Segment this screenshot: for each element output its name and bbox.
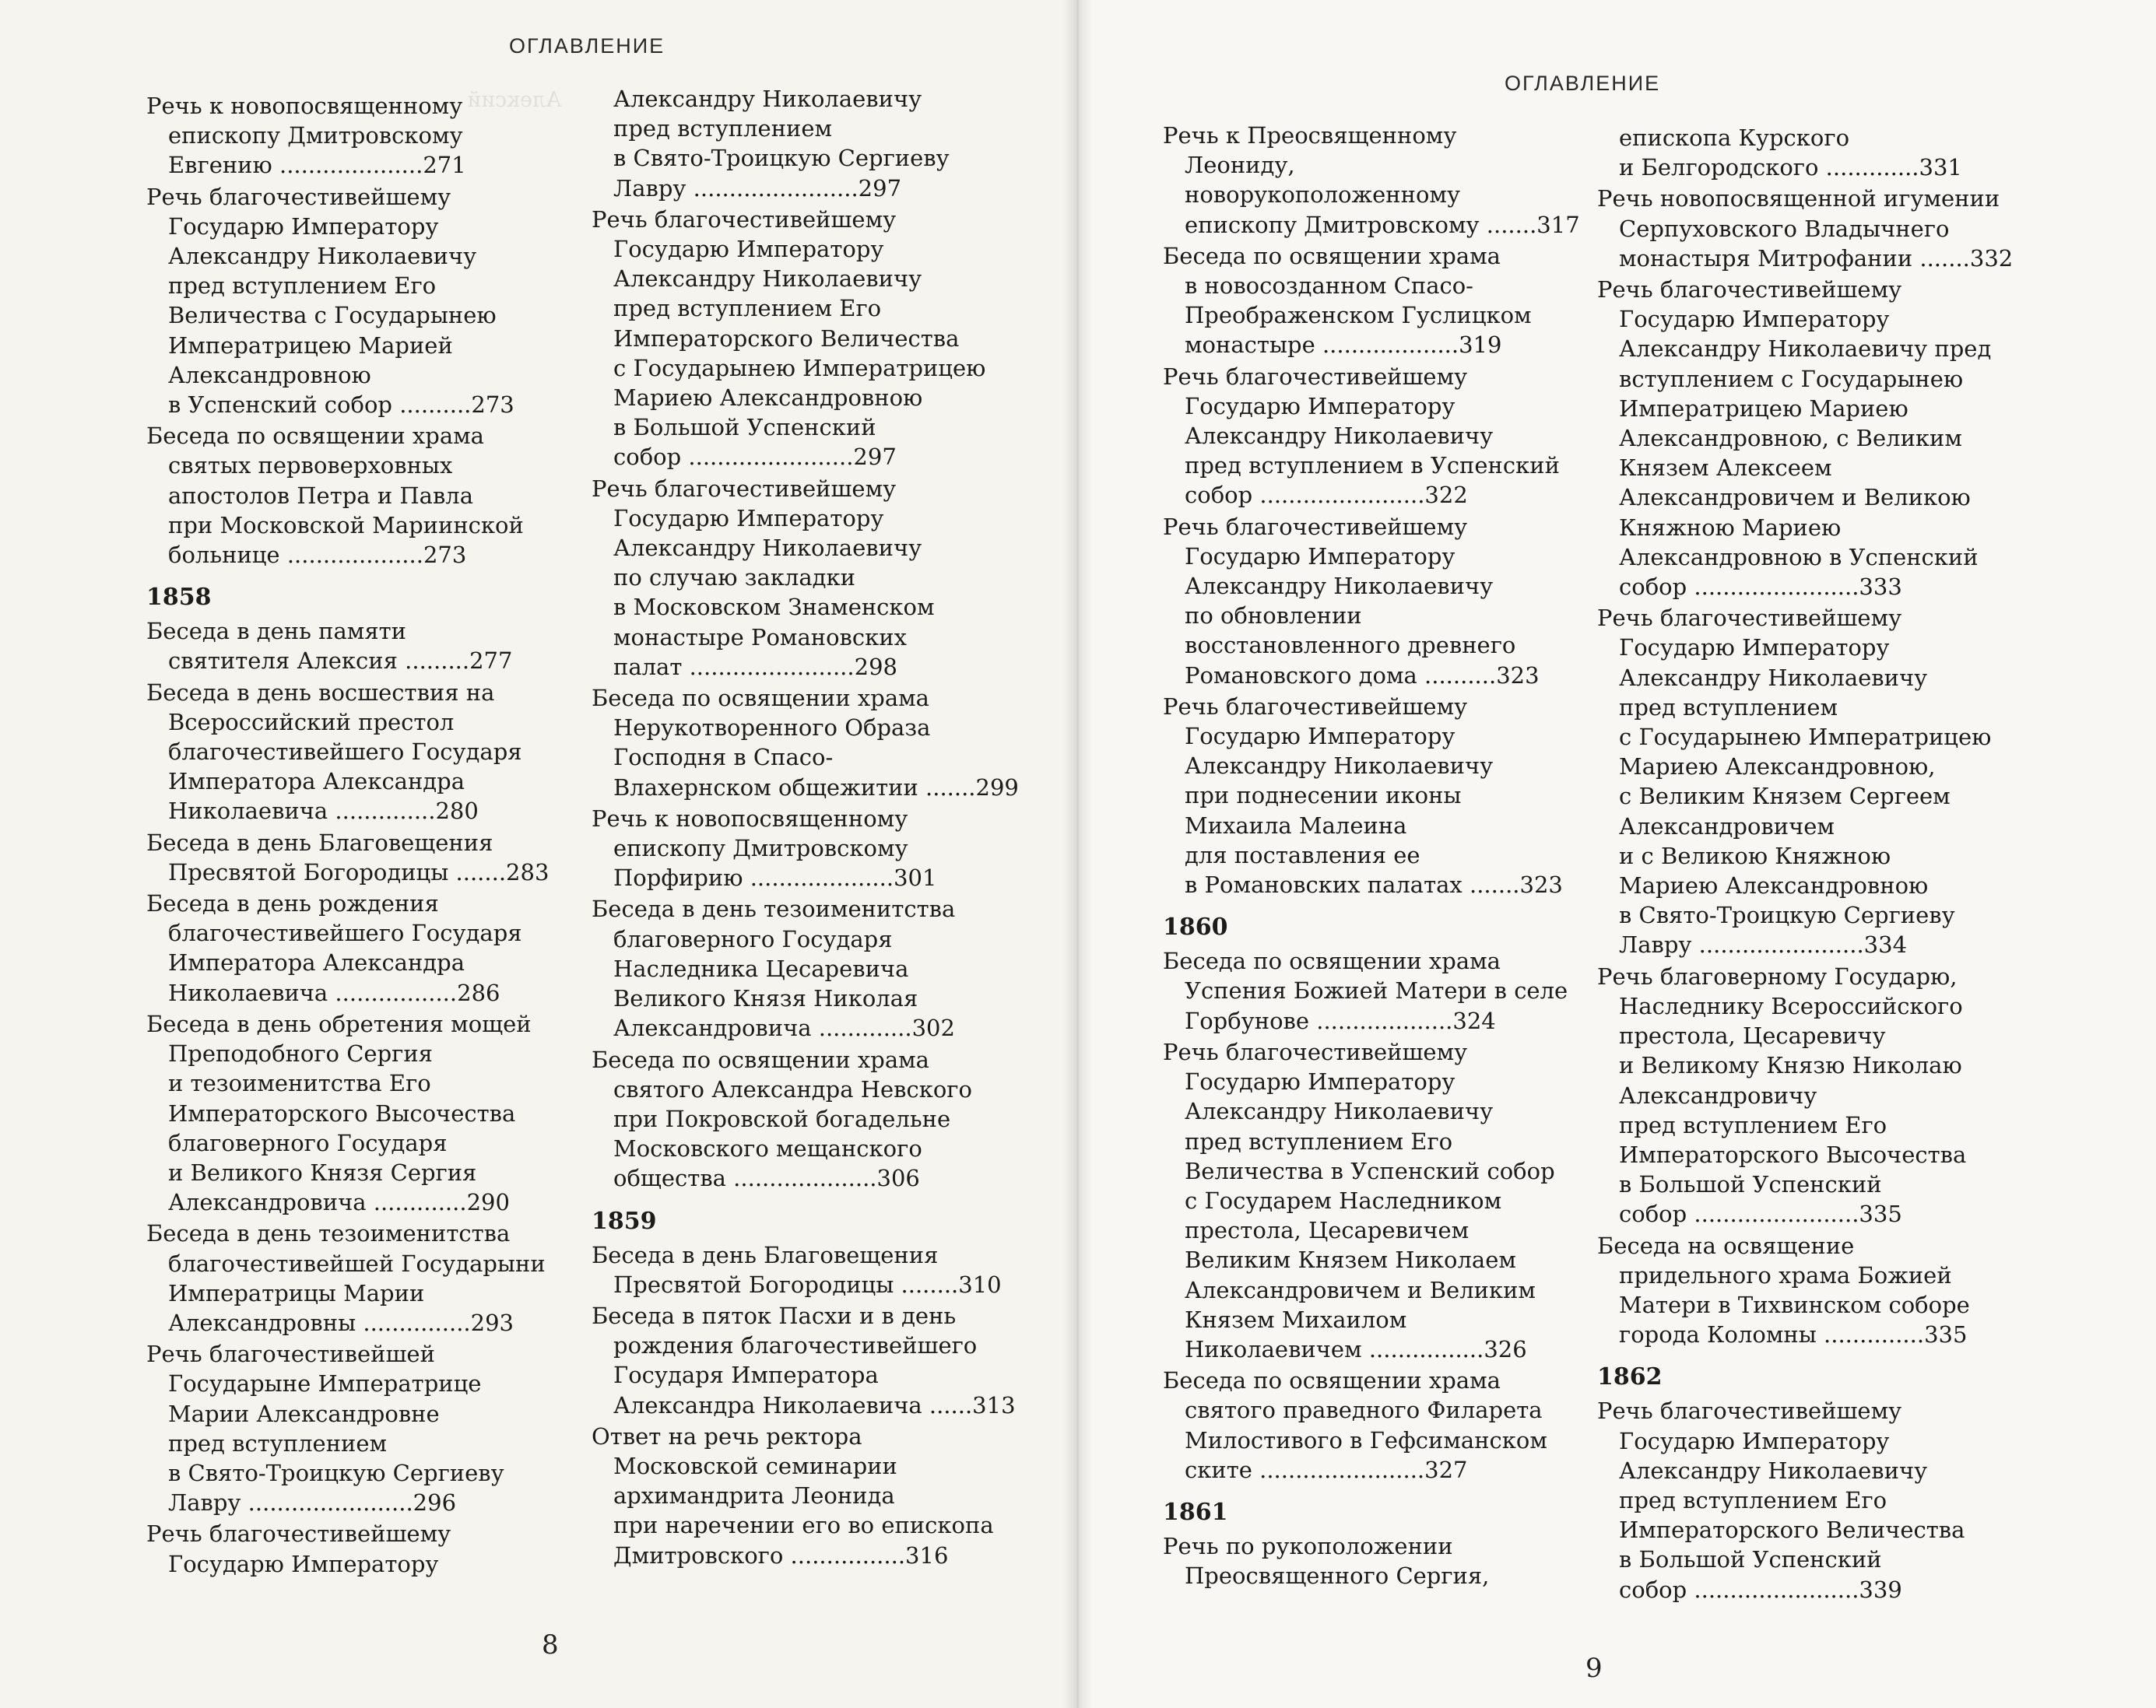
toc-entry-line: Николаевичем ................326 <box>1185 1335 1527 1363</box>
toc-entry-line: Беседа в день рождения <box>146 890 439 917</box>
toc-entry-line: в Успенский собор ..........273 <box>168 391 514 419</box>
toc-entry-line: Всероссийский престол <box>168 708 455 735</box>
toc-entry-line: Александровною <box>168 361 371 388</box>
toc-entry-line: вступлением с Государынею <box>1619 365 1964 392</box>
toc-entry-line: и тезоименитства Его <box>168 1070 431 1097</box>
toc-entry-line: в Большой Успенский <box>1619 1546 1882 1573</box>
toc-entry-line: Матери в Тихвинском соборе <box>1619 1291 1970 1318</box>
toc-entry-line: Беседа в пяток Пасхи и в день <box>592 1302 957 1329</box>
toc-entry-line: Александру Николаевичу <box>613 86 922 112</box>
toc-entry-line: епископу Дмитровскому .......317 <box>1185 211 1580 238</box>
toc-entry-line: с Государем Наследником <box>1185 1187 1502 1214</box>
toc-entry-line: и с Великою Княжною <box>1619 842 1891 869</box>
toc-entry-line: восстановленного древнего <box>1185 632 1516 659</box>
toc-entry-line: Речь благочестивейшему <box>146 1520 451 1548</box>
toc-entry-line: Речь к Преосвященному <box>1163 122 1457 149</box>
toc-entry-line: Речь благочестивейшему <box>1163 693 1468 720</box>
toc-entry-line: Леониду, <box>1185 152 1295 179</box>
toc-entry-line: Михаила Малеина <box>1185 812 1407 839</box>
toc-entry-line: святого Александра Невского <box>613 1075 972 1103</box>
toc-entry-line: Беседа в день тезоименитства <box>592 896 956 923</box>
toc-entry-line: Александровичем и Великим <box>1185 1276 1536 1303</box>
toc-entry-line: Александру Николаевичу <box>1619 1457 1928 1484</box>
right-page <box>1078 0 2156 1708</box>
toc-entry-line: Александру Николаевичу <box>168 243 477 270</box>
toc-entry-line: Императрицею Марией <box>168 331 453 359</box>
toc-entry-line: Государю Императору <box>1185 723 1455 750</box>
toc-entry-line: пред вступлением <box>168 1429 388 1457</box>
toc-entry-line: Императорского Величества <box>1619 1517 1965 1544</box>
toc-entry-line: Речь благочестивейшему <box>1163 1038 1468 1065</box>
toc-entry[interactable] <box>146 1219 582 1338</box>
toc-entry[interactable] <box>1163 362 1599 510</box>
toc-entry-line: Беседа в день восшествия на <box>146 679 495 706</box>
toc-entry-line: по обновлении <box>1185 602 1362 630</box>
toc-entry-line: пред вступлением в Успенский <box>1185 452 1560 479</box>
toc-entry-line: Императрицею Мариею <box>1619 395 1908 422</box>
toc-entry-line: Беседа на освящение <box>1597 1232 1855 1259</box>
toc-entry-line: Беседа в день обретения мощей <box>146 1010 532 1037</box>
toc-entry-line: Государю Императору <box>1619 306 1890 333</box>
toc-entry-line: святого праведного Филарета <box>1185 1397 1543 1424</box>
toc-entry-line: Ответ на речь ректора <box>592 1422 862 1450</box>
toc-entry-line: Императорского Высочества <box>1619 1141 1967 1168</box>
right-toc-column-1 <box>1163 121 1599 1592</box>
toc-entry-line: города Коломны ..............335 <box>1619 1321 1968 1349</box>
toc-entry[interactable] <box>592 683 1027 802</box>
toc-entry-line: Государю Императору <box>1619 1427 1890 1454</box>
left-running-head: ОГЛАВЛЕНИЕ <box>509 34 665 58</box>
toc-entry[interactable] <box>1163 692 1599 900</box>
toc-entry-line: Князем Алексеем <box>1619 454 1832 482</box>
toc-entry[interactable] <box>1163 241 1599 360</box>
toc-entry-line: Александровича .............302 <box>613 1015 955 1042</box>
toc-entry-line: Пресвятой Богородицы ........310 <box>613 1271 1002 1298</box>
toc-entry-line: собор .......................297 <box>613 444 897 471</box>
toc-entry-line: Николаевича ..............280 <box>168 798 479 825</box>
toc-entry-line: Беседа по освящении храма <box>146 423 484 450</box>
book-gutter <box>1063 0 1093 1708</box>
toc-year-heading: 1860 <box>1163 914 1228 942</box>
right-toc-column-2 <box>1597 123 2033 1606</box>
toc-entry-line: пред вступлением Его <box>1619 1486 1887 1513</box>
toc-entry-line: Александра Николаевича ......313 <box>613 1391 1016 1419</box>
toc-entry[interactable] <box>592 804 1027 893</box>
bleed-through-left: Алексий <box>467 88 562 112</box>
toc-entry-line: Мариею Александровною <box>613 384 923 412</box>
toc-entry-line: благочестивейшего Государя <box>168 920 522 947</box>
toc-entry-line: Александру Николаевичу <box>1185 1098 1494 1125</box>
toc-entry-line: Александру Николаевичу <box>1619 664 1928 691</box>
toc-year-heading: 1858 <box>146 584 212 612</box>
toc-entry-line: Александру Николаевичу пред <box>1619 335 1992 363</box>
toc-entry-line: Государю Императору <box>1185 542 1455 570</box>
toc-entry-line: Речь благочестивейшему <box>1163 363 1468 390</box>
toc-entry-line: Беседа по освящении храма <box>1163 242 1501 269</box>
toc-entry-line: в Свято-Троицкую Сергиеву <box>613 145 950 172</box>
toc-entry-line: архимандрита Леонида <box>613 1482 895 1510</box>
toc-entry-line: и Великого Князя Сергия <box>168 1159 477 1186</box>
toc-entry-line: Александровны ...............293 <box>168 1309 514 1336</box>
toc-entry-line: при Московской Мариинской <box>168 511 524 538</box>
toc-entry-line: Преподобного Сергия <box>168 1040 433 1068</box>
toc-entry-line: Речь к новопосвященному <box>592 805 908 832</box>
toc-entry[interactable] <box>146 1339 582 1517</box>
toc-entry-line: Марии Александровне <box>168 1400 440 1427</box>
toc-entry-line: Евгению ....................271 <box>168 152 466 179</box>
toc-year-heading: 1861 <box>1163 1498 1228 1526</box>
toc-entry-line: пред вступлением Его <box>1185 1128 1453 1155</box>
left-page-number: 8 <box>542 1629 559 1661</box>
toc-entry-line: Александровича .............290 <box>168 1189 510 1216</box>
toc-entry-line: Пресвятой Богородицы .......283 <box>168 858 550 886</box>
toc-entry-line: Императорского Величества <box>613 324 960 352</box>
toc-entry-line: Императора Александра <box>168 768 465 795</box>
toc-entry[interactable] <box>146 1519 582 1578</box>
toc-entry-line: епископу Дмитровскому <box>613 835 908 862</box>
toc-entry[interactable] <box>1163 1366 1599 1485</box>
left-toc-column-1 <box>146 91 582 1580</box>
toc-entry-line: Александровичу <box>1619 1082 1817 1109</box>
toc-entry-line: Речь благочестивейшему <box>146 183 451 210</box>
toc-entry-line: Речь к новопосвященному <box>146 93 463 119</box>
toc-entry[interactable] <box>146 421 582 570</box>
toc-entry-line: Государю Императору <box>168 212 439 240</box>
toc-entry-line: святителя Алексия .........277 <box>168 647 513 675</box>
toc-entry-line: собор .......................339 <box>1619 1576 1902 1603</box>
toc-entry-line: Александровичем <box>1619 812 1835 840</box>
toc-entry-line: Лавру .......................296 <box>168 1489 457 1517</box>
toc-entry-line: Александру Николаевичу <box>1185 752 1494 780</box>
toc-entry-line: Речь благочестивейшему <box>592 475 897 502</box>
toc-entry-line: Александровичем и Великою <box>1619 484 1971 511</box>
toc-entry-line: Государыне Императрице <box>168 1370 482 1398</box>
toc-entry-line: Александру Николаевичу <box>1185 423 1494 450</box>
toc-entry[interactable] <box>1597 1231 2033 1350</box>
toc-entry-line: Императора Александра <box>168 949 465 977</box>
toc-entry[interactable] <box>1163 1037 1599 1364</box>
toc-entry-line: Николаевича .................286 <box>168 979 500 1006</box>
toc-entry[interactable] <box>146 889 582 1008</box>
toc-entry[interactable] <box>592 1045 1027 1194</box>
toc-entry-line: пред вступлением <box>1619 693 1838 721</box>
toc-entry-line: монастыре ...................319 <box>1185 331 1502 359</box>
toc-entry-line: Речь благочестивейшему <box>1597 605 1902 632</box>
toc-entry-line: благоверного Государя <box>168 1129 448 1156</box>
toc-entry-line: Беседа в день Благовещения <box>146 829 493 856</box>
toc-entry-line: Величества в Успенский собор <box>1185 1157 1555 1184</box>
toc-entry-line: при поднесении иконы <box>1185 782 1462 809</box>
toc-entry-line: Речь благочестивейшему <box>592 205 897 233</box>
toc-entry-line: при Покровской богадельне <box>613 1105 951 1132</box>
toc-entry-line: апостолов Петра и Павла <box>168 482 473 509</box>
toc-entry-line: Государю Императору <box>168 1550 439 1577</box>
toc-entry-line: монастыря Митрофании .......332 <box>1619 244 2014 272</box>
toc-entry-line: Московского мещанского <box>613 1135 922 1163</box>
left-toc-column-2 <box>592 84 1027 1572</box>
toc-entry-line: Господня в Спасо- <box>613 744 834 771</box>
toc-entry-line: в новосозданном Спасо- <box>1185 272 1473 300</box>
toc-entry-line: Александровною, с Великим <box>1619 425 1962 452</box>
toc-entry-line: в Свято-Троицкую Сергиеву <box>168 1459 504 1486</box>
toc-entry-line: Государя Императора <box>613 1362 879 1389</box>
toc-entry-line: общества ....................306 <box>613 1165 920 1192</box>
toc-entry-line: при наречении его во епископа <box>613 1512 994 1539</box>
toc-entry-line: Беседа по освящении храма <box>592 1046 929 1073</box>
toc-entry-line: Мариею Александровною, <box>1619 753 1936 780</box>
toc-entry-line: Речь благочестивейшему <box>1163 513 1468 540</box>
toc-entry[interactable] <box>146 828 582 887</box>
toc-entry-line: и Белгородского .............331 <box>1619 154 1962 181</box>
toc-entry-line: Князем Михаилом <box>1185 1306 1407 1333</box>
toc-entry-line: Дмитровского ................316 <box>613 1541 949 1569</box>
toc-entry-line: и Великому Князю Николаю <box>1619 1052 1962 1079</box>
toc-entry-line: с Государынею Императрицею <box>613 354 986 381</box>
toc-entry[interactable] <box>146 1009 582 1217</box>
toc-entry-line: Влахернском общежитии .......299 <box>613 773 1019 801</box>
toc-entry-line: Александровною в Успенский <box>1619 543 1979 570</box>
toc-entry-line: епископа Курского <box>1619 125 1850 151</box>
toc-entry[interactable] <box>146 678 582 826</box>
toc-entry-line: собор .......................333 <box>1619 573 1902 601</box>
toc-entry[interactable] <box>1163 1531 1599 1591</box>
right-page-number: 9 <box>1585 1653 1603 1684</box>
toc-entry-line: святых первоверховных <box>168 452 453 479</box>
toc-entry-line: собор .......................335 <box>1619 1201 1902 1228</box>
toc-entry[interactable] <box>592 1301 1027 1420</box>
toc-entry-line: палат .......................298 <box>613 653 897 680</box>
toc-entry-line: в Большой Успенский <box>613 414 876 441</box>
toc-entry[interactable] <box>592 84 1027 203</box>
toc-entry[interactable] <box>592 1422 1027 1570</box>
toc-entry-line: Горбунове ...................324 <box>1185 1007 1496 1034</box>
toc-entry-line: придельного храма Божией <box>1619 1261 1952 1289</box>
toc-entry[interactable] <box>592 894 1027 1043</box>
toc-entry[interactable] <box>1597 603 2033 959</box>
toc-entry-line: Александру Николаевичу <box>613 535 922 562</box>
toc-entry-line: Государю Императору <box>1619 634 1890 661</box>
toc-entry-line: в Большой Успенский <box>1619 1171 1882 1198</box>
toc-entry-line: епископу Дмитровскому <box>168 122 463 149</box>
toc-entry-line: Преображенском Гуслицком <box>1185 302 1532 329</box>
toc-entry-line: рождения благочестивейшего <box>613 1332 978 1359</box>
toc-entry-line: Беседа по освящении храма <box>592 685 929 712</box>
toc-entry-line: Лавру .......................297 <box>613 174 902 202</box>
right-running-head: ОГЛАВЛЕНИЕ <box>1505 72 1661 95</box>
toc-entry[interactable] <box>1597 184 2033 273</box>
toc-entry-line: пред вступлением Его <box>613 295 882 322</box>
toc-entry-line: пред вступлением <box>613 115 833 142</box>
toc-entry-line: для поставления ее <box>1185 841 1420 868</box>
toc-entry-line: Милостивого в Гефсиманском <box>1185 1426 1547 1454</box>
toc-entry[interactable] <box>1163 946 1599 1036</box>
toc-entry-line: престола, Цесаревичу <box>1619 1022 1886 1050</box>
toc-entry-line: новорукоположенному <box>1185 181 1461 209</box>
toc-entry-line: Беседа в день памяти <box>146 618 406 645</box>
toc-entry-line: Александру Николаевичу <box>613 265 922 293</box>
toc-entry-line: Речь благочестивейшей <box>146 1341 435 1368</box>
toc-entry-line: Нерукотворенного Образа <box>613 714 931 742</box>
toc-entry-line: Речь благоверному Государю, <box>1597 963 1958 990</box>
toc-entry-line: Императрицы Марии <box>168 1279 425 1306</box>
toc-entry[interactable] <box>592 474 1027 682</box>
toc-entry-line: в Свято-Троицкую Сергиеву <box>1619 902 1955 929</box>
toc-entry-line: Преосвященного Сергия, <box>1185 1562 1490 1590</box>
toc-entry-line: Романовского дома ..........323 <box>1185 661 1540 689</box>
toc-entry-line: Речь по рукоположении <box>1163 1532 1453 1559</box>
toc-entry-line: ските .......................327 <box>1185 1456 1468 1483</box>
toc-entry-line: Порфирию ....................301 <box>613 865 937 892</box>
toc-entry-line: в Романовских палатах .......323 <box>1185 872 1563 899</box>
toc-year-heading: 1859 <box>592 1207 657 1235</box>
toc-entry-line: Княжною Мариею <box>1619 514 1842 541</box>
toc-entry-line: монастыре Романовских <box>613 623 907 651</box>
toc-entry-line: престола, Цесаревичем <box>1185 1217 1470 1244</box>
toc-entry-line: Беседа по освящении храма <box>1163 948 1501 975</box>
toc-entry-line: Государю Императору <box>1185 392 1455 419</box>
toc-entry-line: пред вступлением Его <box>1619 1111 1887 1138</box>
toc-entry-line: Наследнику Всероссийского <box>1619 992 1963 1019</box>
toc-entry[interactable] <box>1163 121 1599 240</box>
toc-entry-line: Величества с Государынею <box>168 302 497 329</box>
toc-entry-line: пред вступлением Его <box>168 272 437 300</box>
toc-entry-line: больнице ...................273 <box>168 542 467 569</box>
toc-entry[interactable] <box>592 205 1027 472</box>
toc-entry-line: Беседа по освящении храма <box>1163 1367 1501 1394</box>
toc-entry-line: Речь благочестивейшему <box>1597 1398 1902 1425</box>
toc-entry-line: по случаю закладки <box>613 564 855 591</box>
toc-entry-line: Наследника Цесаревича <box>613 955 909 982</box>
toc-entry-line: Речь новопосвященной игумении <box>1597 185 2000 212</box>
toc-entry-line: Мариею Александровною <box>1619 872 1929 900</box>
toc-entry[interactable] <box>1163 512 1599 690</box>
toc-entry-line: с Великим Князем Сергеем <box>1619 783 1951 810</box>
toc-entry-line: Московской семинарии <box>613 1452 897 1479</box>
toc-entry-line: благоверного Государя <box>613 925 893 952</box>
toc-entry-line: Речь благочестивейшему <box>1597 276 1902 303</box>
toc-entry[interactable] <box>146 182 582 420</box>
toc-entry-line: Беседа в день тезоименитства <box>146 1220 511 1247</box>
toc-entry-line: благочестивейшей Государыни <box>168 1250 546 1277</box>
toc-entry[interactable] <box>1597 962 2033 1229</box>
toc-entry-line: Великим Князем Николаем <box>1185 1247 1516 1274</box>
toc-entry-line: Великого Князя Николая <box>613 985 918 1012</box>
toc-entry-line: Успения Божией Матери в селе <box>1185 977 1568 1005</box>
toc-entry-line: Государю Императору <box>613 504 884 531</box>
toc-entry[interactable] <box>592 1240 1027 1299</box>
toc-entry[interactable] <box>146 91 582 181</box>
toc-entry[interactable] <box>1597 275 2033 601</box>
toc-entry-line: с Государынею Императрицею <box>1619 724 1992 751</box>
toc-entry-line: благочестивейшего Государя <box>168 738 522 766</box>
toc-entry-line: Лавру .......................334 <box>1619 931 1908 959</box>
toc-entry-line: собор .......................322 <box>1185 482 1468 509</box>
toc-entry-line: Государю Императору <box>1185 1068 1455 1096</box>
toc-entry-line: Императорского Высочества <box>168 1100 516 1127</box>
toc-entry-line: Серпуховского Владычнего <box>1619 215 1950 242</box>
toc-entry-line: Беседа в день Благовещения <box>592 1241 939 1268</box>
toc-entry-line: Государю Императору <box>613 236 884 263</box>
toc-entry[interactable] <box>1597 1396 2033 1604</box>
toc-entry-line: в Московском Знаменском <box>613 594 935 621</box>
toc-entry-line: Александру Николаевичу <box>1185 573 1494 600</box>
toc-year-heading: 1862 <box>1597 1363 1663 1391</box>
toc-entry[interactable] <box>1597 123 2033 182</box>
toc-entry[interactable] <box>146 616 582 675</box>
